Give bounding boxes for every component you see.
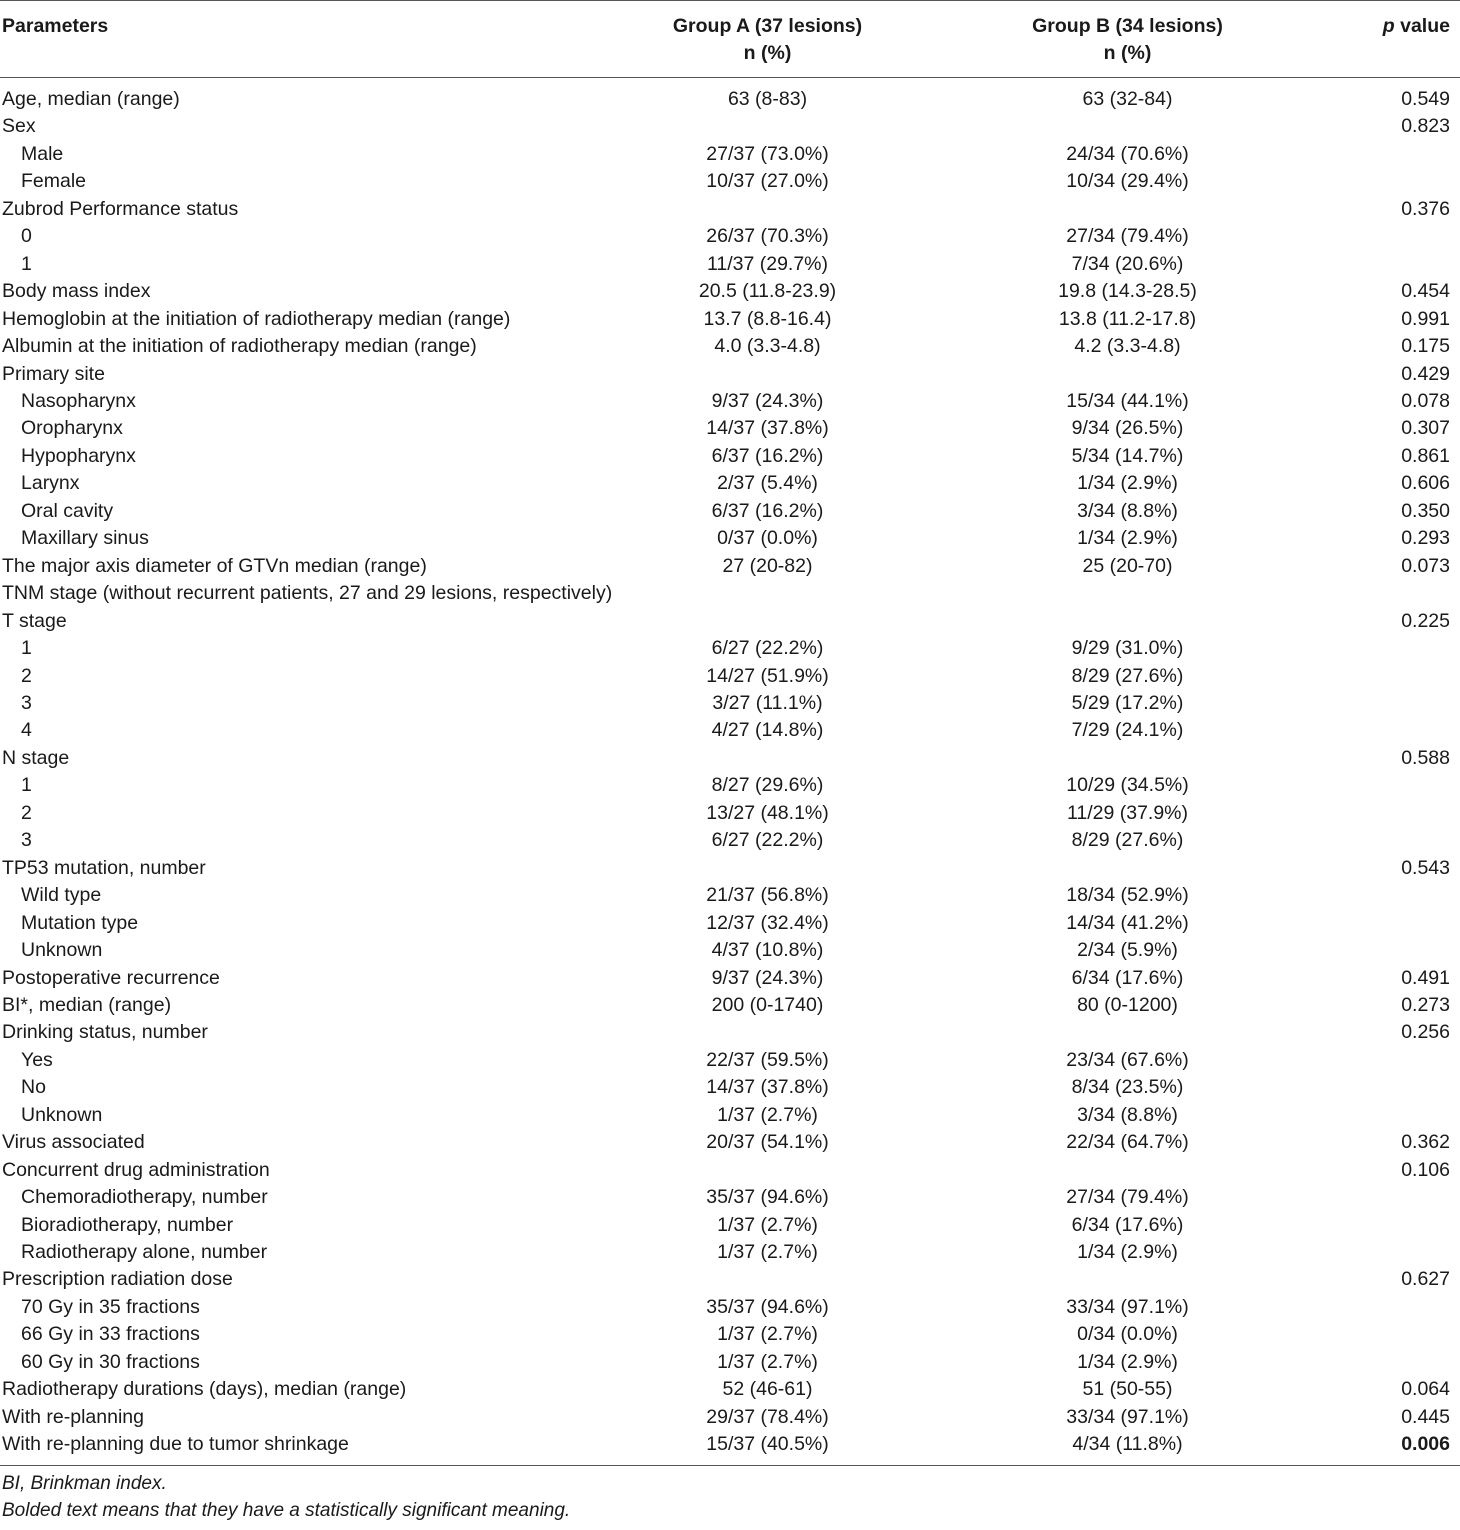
table-body [0, 78, 1460, 1466]
row-parameter-label: Zubrod Performance status [2, 197, 239, 220]
row-group-b-value [915, 361, 1340, 388]
row-group-a-value [620, 196, 915, 223]
row-group-b-value [915, 196, 1340, 223]
row-parameter-label: Oral cavity [21, 499, 114, 522]
row-p-value [1340, 882, 1460, 909]
row-p-value: 0.350 [1401, 499, 1450, 522]
row-p-value: 0.175 [1401, 335, 1450, 358]
row-parameter-label: Female [21, 170, 87, 193]
row-parameter-label: 1 [21, 774, 32, 797]
row-p-value [1340, 1321, 1460, 1348]
table-row [0, 745, 1460, 772]
row-group-a-value: 27/37 (73.0%) [706, 142, 829, 165]
row-p-value: 0.823 [1401, 115, 1450, 138]
table-row [0, 882, 1460, 909]
table-row [0, 113, 1460, 140]
row-group-a-value [620, 745, 915, 772]
row-group-a-value: 14/37 (37.8%) [706, 417, 829, 440]
row-group-a-value: 13/27 (48.1%) [706, 801, 829, 824]
row-p-value [1340, 800, 1460, 827]
row-parameter-label: BI*, median (range) [2, 993, 172, 1016]
row-group-a-value: 3/27 (11.1%) [712, 691, 823, 714]
row-group-a-value: 4.0 (3.3-4.8) [714, 335, 821, 358]
row-p-value: 0.106 [1401, 1158, 1450, 1181]
row-group-b-value: 8/29 (27.6%) [1071, 664, 1184, 687]
row-group-b-value: 33/34 (97.1%) [1066, 1405, 1189, 1428]
row-p-value: 0.588 [1401, 746, 1450, 769]
table-row [0, 1129, 1460, 1156]
footnote-bold-meaning: Bolded text means that they have a statistically significant meaning. [2, 1499, 571, 1521]
footnote-abbreviation: BI, Brinkman index. [2, 1472, 167, 1494]
row-parameter-label: Body mass index [2, 280, 151, 303]
row-parameter-label: Virus associated [2, 1131, 145, 1154]
row-group-b-value: 22/34 (64.7%) [1066, 1131, 1189, 1154]
row-parameter-label: 1 [21, 252, 32, 275]
table-row [0, 443, 1460, 470]
row-group-b-value: 7/29 (24.1%) [1071, 719, 1184, 742]
table-row [0, 690, 1460, 717]
row-group-a-value: 2/37 (5.4%) [717, 472, 818, 495]
row-parameter-label: 0 [21, 225, 32, 248]
row-group-a-value: 1/37 (2.7%) [717, 1241, 818, 1264]
row-group-a-value: 0/37 (0.0%) [717, 527, 818, 550]
row-group-a-value [620, 113, 915, 140]
row-parameter-label: 70 Gy in 35 fractions [21, 1295, 200, 1318]
row-p-value [1340, 772, 1460, 799]
table-row [0, 1157, 1460, 1184]
row-group-a-value: 15/37 (40.5%) [620, 1431, 915, 1465]
row-p-value: 0.454 [1401, 280, 1450, 303]
table-footnotes [0, 1470, 1460, 1524]
table-row [0, 965, 1460, 992]
table-row [0, 635, 1460, 662]
table-row [0, 1184, 1460, 1211]
table-row [0, 251, 1460, 278]
table-row [0, 910, 1460, 937]
row-parameter-label: Yes [21, 1048, 53, 1071]
row-p-value: 0.543 [1401, 856, 1450, 879]
row-group-b-value: 27/34 (79.4%) [1066, 225, 1189, 248]
row-p-value: 0.991 [1401, 307, 1450, 330]
table-row [0, 1239, 1460, 1266]
row-group-a-value: 63 (8-83) [727, 88, 808, 110]
row-group-a-value: 35/37 (94.6%) [706, 1186, 829, 1209]
row-parameter-label: Unknown [21, 1103, 103, 1126]
header-parameters: Parameters [0, 1, 620, 78]
table-row [0, 1212, 1460, 1239]
row-p-value [1340, 1184, 1460, 1211]
row-p-value: 0.627 [1401, 1268, 1450, 1291]
row-group-b-value: 15/34 (44.1%) [1066, 389, 1189, 412]
row-group-a-value: 1/37 (2.7%) [717, 1350, 818, 1373]
row-group-b-value: 6/34 (17.6%) [1071, 966, 1184, 989]
table-row [0, 1376, 1460, 1403]
row-group-b-value: 27/34 (79.4%) [1066, 1186, 1189, 1209]
row-parameter-label: Wild type [21, 884, 102, 907]
table-row [0, 580, 1460, 607]
row-p-value: 0.606 [1401, 472, 1450, 495]
row-parameter-label: Larynx [21, 472, 80, 495]
row-group-a-value: 35/37 (94.6%) [706, 1295, 829, 1318]
row-p-value [1340, 937, 1460, 964]
row-group-a-value: 20/37 (54.1%) [706, 1131, 829, 1154]
table-row [0, 1102, 1460, 1129]
row-group-b-value [915, 580, 1340, 607]
row-parameter-label: Oropharynx [21, 417, 123, 440]
row-group-a-value [620, 1157, 915, 1184]
row-p-value [1340, 663, 1460, 690]
row-parameter-label: Sex [2, 115, 36, 138]
table-row [0, 608, 1460, 635]
row-parameter-label: 66 Gy in 33 fractions [21, 1323, 200, 1346]
row-p-value [1340, 223, 1460, 250]
row-parameter-label: TNM stage (without recurrent patients, 27 and 29 lesions, respectively) [2, 582, 613, 605]
table-row [0, 1294, 1460, 1321]
row-group-a-value: 9/37 (24.3%) [711, 389, 824, 412]
row-group-b-value: 0/34 (0.0%) [1077, 1323, 1178, 1346]
table-row [0, 663, 1460, 690]
row-group-a-value [620, 1019, 915, 1046]
row-p-value [1340, 141, 1460, 168]
row-p-value [1340, 1239, 1460, 1266]
row-p-value [1340, 690, 1460, 717]
row-group-b-value: 63 (32-84) [1082, 88, 1173, 110]
row-p-value: 0.256 [1401, 1021, 1450, 1044]
row-group-b-value: 9/34 (26.5%) [1071, 417, 1184, 440]
table-row [0, 333, 1460, 360]
row-parameter-label: The major axis diameter of GTVn median (range) [2, 554, 427, 577]
row-group-b-value: 4.2 (3.3-4.8) [1074, 335, 1181, 358]
row-parameter-label: Concurrent drug administration [2, 1158, 270, 1181]
row-parameter-label: Mutation type [21, 911, 139, 934]
row-p-value: 0.429 [1401, 362, 1450, 385]
row-group-b-value: 3/34 (8.8%) [1077, 1103, 1178, 1126]
row-p-value [1340, 1047, 1460, 1074]
table-row [0, 1431, 1460, 1465]
row-group-b-value: 5/34 (14.7%) [1071, 444, 1184, 467]
row-group-b-value: 14/34 (41.2%) [1066, 911, 1189, 934]
table-row [0, 1321, 1460, 1348]
table-row [0, 772, 1460, 799]
row-group-b-value: 24/34 (70.6%) [1066, 142, 1189, 165]
row-parameter-label: No [21, 1076, 46, 1099]
row-group-b-value: 13.8 (11.2-17.8) [1058, 307, 1197, 330]
row-group-a-value [620, 855, 915, 882]
row-parameter-label: Drinking status, number [2, 1021, 208, 1044]
row-group-a-value: 4/27 (14.8%) [711, 719, 824, 742]
row-parameter-label: Primary site [2, 362, 105, 385]
table-row [0, 1266, 1460, 1293]
table-row [0, 553, 1460, 580]
table-row [0, 196, 1460, 223]
row-group-b-value [915, 113, 1340, 140]
row-group-a-value: 21/37 (56.8%) [706, 884, 829, 907]
row-group-b-value [915, 1019, 1340, 1046]
row-group-b-value: 10/29 (34.5%) [1066, 774, 1189, 797]
row-p-value [1340, 1294, 1460, 1321]
row-p-value: 0.073 [1401, 554, 1450, 577]
table-row [0, 388, 1460, 415]
row-parameter-label: 4 [21, 719, 32, 742]
row-group-a-value: 1/37 (2.7%) [717, 1323, 818, 1346]
row-group-a-value: 14/27 (51.9%) [706, 664, 829, 687]
row-parameter-label: 3 [21, 829, 32, 852]
row-group-b-value: 33/34 (97.1%) [1066, 1295, 1189, 1318]
row-group-b-value: 11/29 (37.9%) [1066, 801, 1189, 824]
row-parameter-label: Hypopharynx [21, 444, 136, 467]
table-row [0, 1349, 1460, 1376]
row-p-value [1340, 635, 1460, 662]
table-row [0, 1047, 1460, 1074]
row-parameter-label: Male [21, 142, 64, 165]
header-row [0, 1, 1460, 78]
row-parameter-label: Radiotherapy alone, number [21, 1241, 268, 1264]
table-row [0, 937, 1460, 964]
header-group-b: Group B (34 lesions) n (%) [915, 1, 1340, 78]
row-p-value: 0.225 [1401, 609, 1450, 632]
row-group-a-value: 26/37 (70.3%) [706, 225, 829, 248]
table-row [0, 306, 1460, 333]
row-group-b-value: 7/34 (20.6%) [1071, 252, 1184, 275]
table-row [0, 855, 1460, 882]
row-group-a-value: 200 (0-1740) [711, 993, 824, 1016]
row-group-a-value: 20.5 (11.8-23.9) [698, 280, 837, 303]
row-group-b-value: 18/34 (52.9%) [1066, 884, 1189, 907]
row-parameter-label: With re-planning due to tumor shrinkage [0, 1431, 620, 1465]
row-group-a-value: 10/37 (27.0%) [706, 170, 829, 193]
row-p-value: 0.006 [1340, 1431, 1460, 1465]
table-header [0, 1, 1460, 78]
row-p-value: 0.273 [1401, 993, 1450, 1016]
row-p-value: 0.376 [1401, 197, 1450, 220]
row-group-b-value [915, 608, 1340, 635]
row-group-b-value: 1/34 (2.9%) [1077, 527, 1178, 550]
table-row [0, 415, 1460, 442]
row-group-b-value: 3/34 (8.8%) [1077, 499, 1178, 522]
row-parameter-label: Prescription radiation dose [2, 1268, 233, 1291]
row-group-a-value: 8/27 (29.6%) [711, 774, 824, 797]
row-group-a-value: 1/37 (2.7%) [717, 1213, 818, 1236]
row-p-value [1340, 1074, 1460, 1101]
table-row [0, 168, 1460, 195]
row-group-b-value: 80 (0-1200) [1077, 993, 1178, 1016]
row-group-b-value [915, 1266, 1340, 1293]
row-p-value: 0.078 [1401, 389, 1450, 412]
table-row [0, 1404, 1460, 1431]
row-group-b-value: 1/34 (2.9%) [1077, 1350, 1178, 1373]
row-group-a-value: 52 (46-61) [722, 1378, 813, 1401]
table-row [0, 361, 1460, 388]
row-group-b-value: 9/29 (31.0%) [1071, 637, 1184, 660]
row-group-b-value: 8/29 (27.6%) [1071, 829, 1184, 852]
row-group-b-value [915, 1157, 1340, 1184]
table-row [0, 141, 1460, 168]
row-group-b-value [915, 745, 1340, 772]
table-row [0, 278, 1460, 305]
row-p-value [1340, 910, 1460, 937]
row-p-value: 0.307 [1401, 417, 1450, 440]
row-group-b-value: 8/34 (23.5%) [1071, 1076, 1184, 1099]
table-row [0, 800, 1460, 827]
row-group-a-value: 6/37 (16.2%) [711, 444, 824, 467]
row-group-a-value: 6/37 (16.2%) [711, 499, 824, 522]
table-row [0, 78, 1460, 114]
row-group-a-value: 29/37 (78.4%) [706, 1405, 829, 1428]
row-p-value [1340, 580, 1460, 607]
row-group-a-value: 6/27 (22.2%) [711, 829, 824, 852]
row-parameter-label: Age, median (range) [2, 88, 180, 110]
table-row [0, 498, 1460, 525]
row-group-a-value: 11/37 (29.7%) [706, 252, 829, 275]
table-row [0, 223, 1460, 250]
row-parameter-label: Postoperative recurrence [2, 966, 220, 989]
table-row [0, 827, 1460, 854]
table-row [0, 525, 1460, 552]
row-p-value [1340, 1212, 1460, 1239]
row-group-a-value: 12/37 (32.4%) [706, 911, 829, 934]
row-p-value: 0.549 [1401, 88, 1450, 110]
row-p-value: 0.491 [1401, 966, 1450, 989]
row-group-b-value: 19.8 (14.3-28.5) [1058, 280, 1197, 303]
row-p-value [1340, 717, 1460, 744]
row-parameter-label: Albumin at the initiation of radiotherapy median (range) [2, 335, 477, 358]
row-parameter-label: 2 [21, 664, 32, 687]
row-p-value: 0.861 [1401, 444, 1450, 467]
row-group-a-value: 9/37 (24.3%) [711, 966, 824, 989]
row-group-b-value: 25 (20-70) [1082, 554, 1173, 577]
row-group-b-value: 1/34 (2.9%) [1077, 472, 1178, 495]
row-p-value: 0.445 [1401, 1405, 1450, 1428]
row-parameter-label: TP53 mutation, number [2, 856, 206, 879]
row-group-b-value: 1/34 (2.9%) [1077, 1241, 1178, 1264]
row-group-a-value: 13.7 (8.8-16.4) [703, 307, 832, 330]
row-p-value: 0.362 [1401, 1131, 1450, 1154]
row-group-b-value: 2/34 (5.9%) [1077, 939, 1178, 962]
row-group-b-value: 4/34 (11.8%) [915, 1431, 1340, 1465]
row-parameter-label: N stage [2, 746, 70, 769]
row-group-a-value [620, 361, 915, 388]
table-row [0, 992, 1460, 1019]
row-group-a-value: 22/37 (59.5%) [706, 1048, 829, 1071]
row-group-a-value: 6/27 (22.2%) [711, 637, 824, 660]
row-group-b-value: 23/34 (67.6%) [1066, 1048, 1189, 1071]
row-group-a-value [620, 580, 915, 607]
header-p-value: p value [1340, 1, 1460, 78]
row-parameter-label: 3 [21, 691, 32, 714]
row-p-value [1340, 251, 1460, 278]
row-parameter-label: Maxillary sinus [21, 527, 149, 550]
row-group-b-value [915, 855, 1340, 882]
table-row [0, 717, 1460, 744]
table-row [0, 470, 1460, 497]
row-parameter-label: Bioradiotherapy, number [21, 1213, 234, 1236]
row-group-b-value: 6/34 (17.6%) [1071, 1213, 1184, 1236]
row-parameter-label: Hemoglobin at the initiation of radiotherapy median (range) [2, 307, 511, 330]
row-parameter-label: 60 Gy in 30 fractions [21, 1350, 200, 1373]
row-parameter-label: 2 [21, 801, 32, 824]
row-group-a-value [620, 608, 915, 635]
row-p-value: 0.293 [1401, 527, 1450, 550]
row-p-value [1340, 1349, 1460, 1376]
row-p-value [1340, 1102, 1460, 1129]
table-row [0, 1074, 1460, 1101]
row-parameter-label: Radiotherapy durations (days), median (range) [2, 1378, 407, 1401]
row-group-b-value: 51 (50-55) [1082, 1378, 1173, 1401]
row-group-a-value [620, 1266, 915, 1293]
row-group-b-value: 5/29 (17.2%) [1071, 691, 1184, 714]
row-group-a-value: 27 (20-82) [722, 554, 813, 577]
row-p-value [1340, 168, 1460, 195]
row-parameter-label: 1 [21, 637, 32, 660]
row-parameter-label: T stage [2, 609, 67, 632]
row-group-b-value: 10/34 (29.4%) [1066, 170, 1189, 193]
row-group-a-value: 14/37 (37.8%) [706, 1076, 829, 1099]
row-parameter-label: Unknown [21, 939, 103, 962]
row-group-a-value: 4/37 (10.8%) [711, 939, 824, 962]
row-p-value [1340, 827, 1460, 854]
row-parameter-label: Chemoradiotherapy, number [21, 1186, 268, 1209]
header-group-a: Group A (37 lesions) n (%) [620, 1, 915, 78]
row-parameter-label: Nasopharynx [21, 389, 136, 412]
row-parameter-label: With re-planning [2, 1405, 144, 1428]
table-row [0, 1019, 1460, 1046]
row-group-a-value: 1/37 (2.7%) [717, 1103, 818, 1126]
row-p-value: 0.064 [1401, 1378, 1450, 1401]
